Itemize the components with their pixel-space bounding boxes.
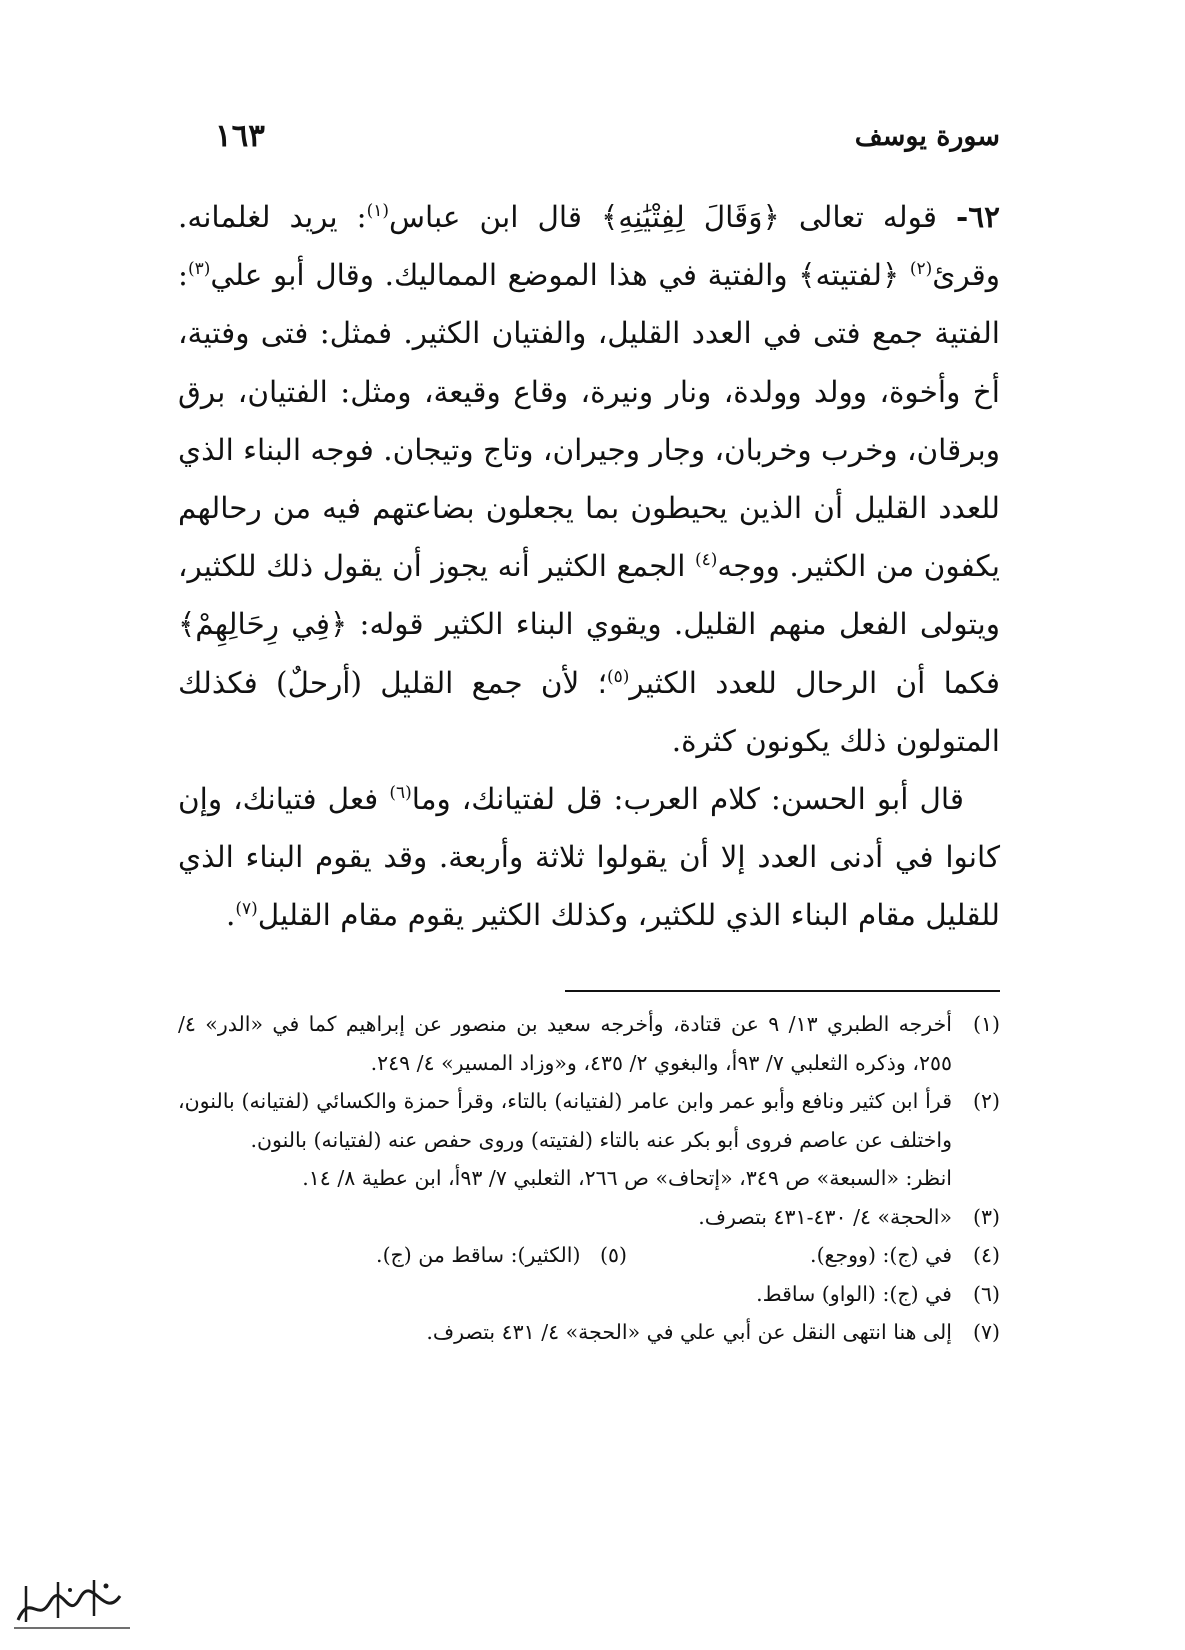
text-run: قوله تعالى ﴿وَقَالَ لِفِتْيَٰنِهِ﴾ قال ابن عباس [389, 200, 957, 234]
footnote-pair [178, 1236, 952, 1275]
footnote-text: في (ج): (الواو) ساقط. [756, 1281, 952, 1306]
footnote-number: (١) [972, 1012, 1000, 1036]
text-run: ؛ لأن جمع القليل (أرحلٌ) فكذلك المتولون ذلك يكونون كثرة. [178, 665, 1000, 758]
text-run: . [225, 898, 236, 933]
footnote-3 [178, 1198, 1000, 1237]
page-number: ١٦٣ [215, 118, 265, 154]
footnote-text: إلى هنا انتهى النقل عن أبي علي في «الحجة» ٤/ ٤٣١ بتصرف. [426, 1320, 952, 1344]
footnote-number: (٥) [599, 1243, 627, 1267]
footnote-text: «الحجة» ٤/ ٤٣٠-٤٣١ بتصرف. [698, 1204, 952, 1229]
footnotes [178, 1005, 1000, 1352]
footnote-number: (٤) [972, 1243, 1000, 1267]
verse-number: ٦٢- [956, 199, 1000, 234]
footnote-4-text: في (ج): (ووجع). [810, 1243, 952, 1267]
text-run: ﴿لفتيته﴾ والفتية في هذا الموضع المماليك. وقال أبو علي [210, 258, 910, 293]
footnote-ref-6[interactable]: (٦) [389, 783, 412, 804]
footnote-text: أخرجه الطبري ١٣/ ٩ عن قتادة، وأخرجه سعيد بن منصور عن إبراهيم كما في «الدر» ٤/ ٢٥٥، وذكره الثعلبي ٧/ ٩٣أ، والبغوي ٢/ ٤٣٥، و«وزاد المسير» ٤/ ٢٤٩. [178, 1012, 952, 1075]
footnote-ref-5[interactable]: (٥) [607, 666, 630, 687]
main-text [178, 188, 1000, 945]
footnote-divider [565, 990, 1000, 992]
footnote-ref-4[interactable]: (٤) [694, 550, 718, 571]
text-run: فعل فتيانك، وإن كانوا في أدنى العدد إلا أن يقولوا ثلاثة وأربعة. وقد يقوم البناء الذي للقليل مقام البناء الذي للكثير، وكذلك الكثير يقوم مقام القليل [178, 782, 1000, 933]
footnote-6 [178, 1275, 1000, 1314]
footnote-ref-3[interactable]: (٣) [187, 259, 211, 280]
paragraph-abu-al-hasan [178, 770, 1000, 945]
footnote-ref-1[interactable]: (١) [366, 201, 390, 222]
footnote-text: قرأ ابن كثير ونافع وأبو عمر وابن عامر (لفتيانه) بالتاء، وقرأ حمزة والكسائي (لفتيانه) بالنون، واختلف عن عاصم فروى أبو بكر عنه بالتاء (لفتيته) وروى حفص عنه (لفتيانه) بالنون. [178, 1089, 952, 1152]
text-run: : الفتية جمع فتى في العدد القليل، والفتيان الكثير. فمثل: فتى وفتية، أخ وأخوة، وولد وولدة، ونار ونيرة، وقاع وقيعة، ومثل: الفتيان، برق وبرقان، وخرب وخربان، وجار وجيران، وتاج وتيجان. فوجه البناء الذي للعدد القليل أن الذين يحيطون بما يجعلون بضاعتهم فيه من رحالهم يكفون من الكثير. ووجه [178, 258, 1000, 584]
footnote-ref-7[interactable]: (٧) [235, 899, 258, 920]
text-run: : يريد لغلمانه. وقرئ [178, 200, 1000, 293]
footnote-text-block [178, 1082, 952, 1198]
surah-title: سورة يوسف [854, 120, 1000, 152]
footnote-number: (٧) [972, 1320, 1000, 1344]
text-run: الجمع الكثير أنه يجوز أن يقول ذلك للكثير، ويتولى الفعل منهم القليل. ويقوي البناء الكثير قوله: ﴿فِي رِحَالِهِمْ﴾ فكما أن الرحال للعدد الكثير [178, 549, 1001, 700]
text-run: قال أبو الحسن: كلام العرب: قل لفتيانك، وما [411, 782, 965, 817]
footnote-references: انظر: «السبعة» ص ٣٤٩، «إتحاف» ص ٢٦٦، الثعلبي ٧/ ٩٣أ، ابن عطية ٨/ ١٤. [302, 1166, 952, 1190]
footnote-number: (٢) [972, 1089, 1000, 1113]
footnote-2 [178, 1082, 1000, 1198]
footnote-5 [178, 1236, 627, 1275]
footnote-number: (٣) [972, 1204, 1000, 1229]
watermark-logo [8, 1572, 138, 1634]
footnote-5-text: (الكثير): ساقط من (ج). [376, 1243, 581, 1267]
footnote-ref-2[interactable]: (٢) [909, 259, 933, 280]
footnote-1 [178, 1005, 1000, 1082]
paragraph-62 [178, 188, 1000, 770]
footnote-number: (٦) [972, 1281, 1000, 1306]
footnote-4-5 [178, 1236, 1000, 1275]
page-header [215, 112, 1000, 160]
footnote-7 [178, 1313, 1000, 1352]
